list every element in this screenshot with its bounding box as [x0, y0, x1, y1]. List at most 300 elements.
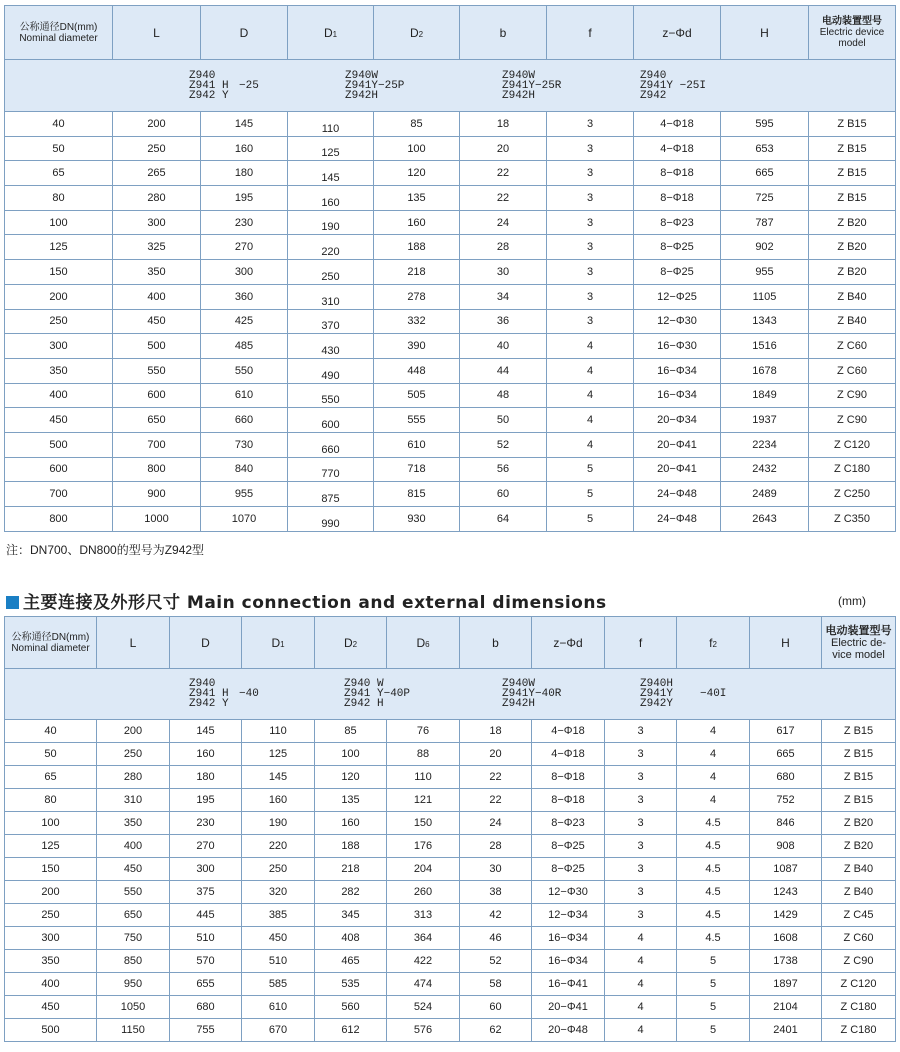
cell-D2: 278	[374, 284, 460, 309]
cell-b: 62	[460, 1019, 532, 1042]
cell-H: 846	[750, 812, 822, 835]
cell-f2: 4	[677, 720, 750, 743]
cell-D: 360	[201, 284, 288, 309]
cell-f2: 4	[677, 743, 750, 766]
cell-b: 18	[460, 112, 547, 137]
cell-L: 650	[113, 408, 201, 433]
cell-dn: 200	[5, 284, 113, 309]
cell-f: 3	[547, 210, 634, 235]
cell-b: 20	[460, 743, 532, 766]
header-D: D	[170, 617, 242, 669]
cell-H: 1516	[721, 334, 809, 359]
cell-D2: 505	[374, 383, 460, 408]
cell-D6: 364	[387, 927, 460, 950]
cell-D1: 585	[242, 973, 315, 996]
table-row	[5, 235, 896, 260]
cell-dn: 40	[5, 112, 113, 137]
cell-L: 800	[113, 457, 201, 482]
cell-D2: 555	[374, 408, 460, 433]
cell-f: 3	[605, 835, 677, 858]
cell-D: 195	[201, 186, 288, 211]
cell-dn: 80	[5, 186, 113, 211]
table-row	[5, 927, 896, 950]
cell-f: 4	[605, 950, 677, 973]
cell-D: 230	[170, 812, 242, 835]
cell-b: 24	[460, 812, 532, 835]
table-row	[5, 309, 896, 334]
cell-dn: 700	[5, 482, 113, 507]
cell-D6: 121	[387, 789, 460, 812]
cell-D6: 260	[387, 881, 460, 904]
cell-b: 40	[460, 334, 547, 359]
cell-L: 500	[113, 334, 201, 359]
cell-f2: 5	[677, 996, 750, 1019]
cell-D: 300	[170, 858, 242, 881]
cell-D6: 204	[387, 858, 460, 881]
cell-b: 44	[460, 358, 547, 383]
cell-L: 350	[97, 812, 170, 835]
cell-b: 22	[460, 766, 532, 789]
cell-D2: 815	[374, 482, 460, 507]
cell-f: 3	[605, 720, 677, 743]
cell-L: 250	[113, 136, 201, 161]
cell-model: Z C90	[809, 408, 896, 433]
cell-D1: 250	[288, 260, 374, 285]
cell-L: 400	[97, 835, 170, 858]
cell-z-phi-d: 20−Φ41	[634, 432, 721, 457]
cell-D2: 85	[315, 720, 387, 743]
cell-f: 4	[547, 432, 634, 457]
cell-H: 2432	[721, 457, 809, 482]
cell-model: Z B15	[809, 112, 896, 137]
cell-D2: 218	[374, 260, 460, 285]
cell-f: 3	[605, 881, 677, 904]
cell-b: 56	[460, 457, 547, 482]
cell-dn: 150	[5, 858, 97, 881]
header-D: D	[201, 6, 288, 60]
cell-H: 1343	[721, 309, 809, 334]
cell-H: 653	[721, 136, 809, 161]
cell-z-phi-d: 8−Φ25	[634, 235, 721, 260]
cell-model: Z C350	[809, 507, 896, 532]
cell-D6: 313	[387, 904, 460, 927]
cell-z-phi-d: 16−Φ34	[634, 358, 721, 383]
table-row	[5, 720, 896, 743]
cell-model: Z B20	[809, 260, 896, 285]
cell-D: 610	[201, 383, 288, 408]
cell-b: 28	[460, 235, 547, 260]
cell-D1: 310	[288, 284, 374, 309]
cell-H: 1897	[750, 973, 822, 996]
cell-H: 680	[750, 766, 822, 789]
cell-dn: 450	[5, 408, 113, 433]
cell-L: 1050	[97, 996, 170, 1019]
cell-model: Z C90	[822, 950, 896, 973]
cell-L: 200	[113, 112, 201, 137]
cell-f2: 5	[677, 973, 750, 996]
cell-D2: 120	[315, 766, 387, 789]
cell-dn: 65	[5, 161, 113, 186]
cell-f: 4	[605, 927, 677, 950]
cell-z-phi-d: 4−Φ18	[634, 136, 721, 161]
cell-D: 1070	[201, 507, 288, 532]
cell-D2: 85	[374, 112, 460, 137]
cell-f2: 4.5	[677, 858, 750, 881]
cell-D: 550	[201, 358, 288, 383]
cell-L: 700	[113, 432, 201, 457]
cell-dn: 40	[5, 720, 97, 743]
cell-b: 22	[460, 186, 547, 211]
cell-f: 5	[547, 482, 634, 507]
model-type-row	[5, 60, 896, 112]
cell-D2: 188	[374, 235, 460, 260]
cell-b: 64	[460, 507, 547, 532]
table-row	[5, 358, 896, 383]
table-row	[5, 766, 896, 789]
cell-D6: 176	[387, 835, 460, 858]
cell-D2: 560	[315, 996, 387, 1019]
cell-D: 445	[170, 904, 242, 927]
header-electric-device-model: 电动装置型号 Electric device model	[809, 6, 896, 60]
cell-f: 3	[547, 161, 634, 186]
footnote: 注：DN700、DN800的型号为Z942型	[6, 543, 205, 557]
cell-dn: 500	[5, 1019, 97, 1042]
cell-D: 270	[170, 835, 242, 858]
table-row	[5, 210, 896, 235]
cell-L: 250	[97, 743, 170, 766]
model-group-3: Z940W Z941Y−25R Z942H	[502, 69, 562, 102]
cell-dn: 350	[5, 358, 113, 383]
cell-H: 902	[721, 235, 809, 260]
cell-z-phi-d: 8−Φ23	[532, 812, 605, 835]
table-row	[5, 334, 896, 359]
cell-D1: 125	[242, 743, 315, 766]
cell-f: 3	[547, 186, 634, 211]
cell-z-phi-d: 20−Φ34	[634, 408, 721, 433]
cell-z-phi-d: 4−Φ18	[532, 720, 605, 743]
cell-f2: 4.5	[677, 835, 750, 858]
table-row	[5, 457, 896, 482]
cell-D: 425	[201, 309, 288, 334]
header-D1: D1	[288, 6, 374, 60]
cell-f2: 5	[677, 950, 750, 973]
cell-H: 665	[750, 743, 822, 766]
model-group-3: Z940W Z941Y−40R Z942H	[502, 678, 562, 710]
table-header-row	[5, 6, 896, 60]
cell-dn: 50	[5, 743, 97, 766]
cell-z-phi-d: 16−Φ34	[532, 950, 605, 973]
cell-z-phi-d: 4−Φ18	[634, 112, 721, 137]
cell-D: 680	[170, 996, 242, 1019]
cell-D1: 385	[242, 904, 315, 927]
cell-z-phi-d: 8−Φ18	[532, 789, 605, 812]
cell-z-phi-d: 12−Φ25	[634, 284, 721, 309]
model-type-row	[5, 669, 896, 720]
cell-D2: 390	[374, 334, 460, 359]
cell-dn: 250	[5, 309, 113, 334]
cell-D: 300	[201, 260, 288, 285]
table-row	[5, 284, 896, 309]
cell-D2: 120	[374, 161, 460, 186]
cell-D6: 76	[387, 720, 460, 743]
cell-D2: 332	[374, 309, 460, 334]
cell-z-phi-d: 8−Φ25	[634, 260, 721, 285]
cell-b: 50	[460, 408, 547, 433]
cell-D1: 220	[288, 235, 374, 260]
cell-model: Z B20	[822, 835, 896, 858]
cell-f: 3	[547, 235, 634, 260]
cell-f: 5	[547, 457, 634, 482]
cell-D1: 990	[288, 507, 374, 532]
cell-D: 655	[170, 973, 242, 996]
table-row	[5, 260, 896, 285]
cell-dn: 200	[5, 881, 97, 904]
cell-L: 1150	[97, 1019, 170, 1042]
model-group-1: Z940 Z941 H Z942 Y −40	[189, 678, 259, 710]
cell-D1: 770	[288, 457, 374, 482]
cell-D: 160	[170, 743, 242, 766]
cell-L: 300	[113, 210, 201, 235]
cell-L: 850	[97, 950, 170, 973]
cell-model: Z B20	[809, 210, 896, 235]
cell-f: 3	[605, 766, 677, 789]
cell-f2: 4.5	[677, 927, 750, 950]
cell-model: Z B15	[809, 136, 896, 161]
cell-D1: 110	[288, 112, 374, 137]
cell-z-phi-d: 8−Φ25	[532, 858, 605, 881]
cell-dn: 100	[5, 210, 113, 235]
cell-D6: 422	[387, 950, 460, 973]
cell-model: Z B40	[809, 284, 896, 309]
header-b: b	[460, 6, 547, 60]
cell-D1: 320	[242, 881, 315, 904]
cell-D: 840	[201, 457, 288, 482]
header-D1: D1	[242, 617, 315, 669]
cell-model: Z B15	[809, 161, 896, 186]
header-z-phi-d: z−Φd	[532, 617, 605, 669]
header-nominal-diameter: 公称通径DN(mm) Nominal diameter	[5, 6, 113, 60]
table-row	[5, 858, 896, 881]
cell-dn: 65	[5, 766, 97, 789]
cell-D1: 250	[242, 858, 315, 881]
cell-f: 4	[547, 334, 634, 359]
cell-D: 660	[201, 408, 288, 433]
cell-D: 180	[201, 161, 288, 186]
cell-model: Z C90	[809, 383, 896, 408]
cell-f2: 4	[677, 789, 750, 812]
cell-f: 4	[547, 408, 634, 433]
cell-b: 58	[460, 973, 532, 996]
cell-D2: 160	[315, 812, 387, 835]
cell-D1: 600	[288, 408, 374, 433]
cell-dn: 450	[5, 996, 97, 1019]
cell-H: 908	[750, 835, 822, 858]
model-group-2: Z940W Z941Y−25P Z942H	[345, 69, 405, 102]
cell-D2: 345	[315, 904, 387, 927]
cell-D1: 660	[288, 432, 374, 457]
cell-model: Z C120	[809, 432, 896, 457]
cell-D: 195	[170, 789, 242, 812]
cell-model: Z B15	[809, 186, 896, 211]
table-row	[5, 383, 896, 408]
cell-dn: 350	[5, 950, 97, 973]
cell-b: 60	[460, 482, 547, 507]
cell-z-phi-d: 12−Φ30	[634, 309, 721, 334]
cell-b: 48	[460, 383, 547, 408]
header-nominal-diameter: 公称通径DN(mm) Nominal diameter	[5, 617, 97, 669]
cell-D2: 610	[374, 432, 460, 457]
cell-model: Z B40	[822, 881, 896, 904]
cell-b: 28	[460, 835, 532, 858]
cell-L: 350	[113, 260, 201, 285]
cell-D: 955	[201, 482, 288, 507]
table-row	[5, 432, 896, 457]
cell-model: Z C60	[822, 927, 896, 950]
cell-f2: 4.5	[677, 812, 750, 835]
cell-H: 955	[721, 260, 809, 285]
cell-f: 3	[605, 789, 677, 812]
cell-z-phi-d: 12−Φ34	[532, 904, 605, 927]
section-title: 主要连接及外形尺寸 Main connection and external dimensions	[6, 588, 607, 613]
table-row	[5, 507, 896, 532]
cell-L: 550	[97, 881, 170, 904]
cell-model: Z C180	[822, 996, 896, 1019]
table-header-row	[5, 617, 896, 669]
cell-D: 270	[201, 235, 288, 260]
pn25-dimension-table	[4, 5, 896, 532]
cell-D2: 188	[315, 835, 387, 858]
cell-b: 20	[460, 136, 547, 161]
cell-H: 1087	[750, 858, 822, 881]
cell-D1: 145	[288, 161, 374, 186]
table-row	[5, 408, 896, 433]
model-groups	[5, 61, 895, 111]
cell-D: 510	[170, 927, 242, 950]
header-H: H	[721, 6, 809, 60]
cell-L: 325	[113, 235, 201, 260]
cell-z-phi-d: 4−Φ18	[532, 743, 605, 766]
cell-model: Z B40	[809, 309, 896, 334]
cell-H: 665	[721, 161, 809, 186]
table-row	[5, 835, 896, 858]
cell-L: 1000	[113, 507, 201, 532]
cell-D2: 135	[374, 186, 460, 211]
cell-H: 1105	[721, 284, 809, 309]
cell-b: 24	[460, 210, 547, 235]
cell-L: 280	[113, 186, 201, 211]
cell-H: 725	[721, 186, 809, 211]
cell-D2: 718	[374, 457, 460, 482]
cell-L: 265	[113, 161, 201, 186]
cell-f: 3	[547, 309, 634, 334]
cell-b: 46	[460, 927, 532, 950]
cell-b: 36	[460, 309, 547, 334]
cell-b: 22	[460, 789, 532, 812]
cell-D2: 448	[374, 358, 460, 383]
cell-b: 52	[460, 950, 532, 973]
cell-H: 1243	[750, 881, 822, 904]
table-row	[5, 743, 896, 766]
cell-f: 3	[547, 284, 634, 309]
cell-model: Z B20	[809, 235, 896, 260]
cell-f: 3	[547, 260, 634, 285]
cell-f: 4	[605, 1019, 677, 1042]
table-row	[5, 881, 896, 904]
model-groups	[5, 669, 895, 719]
cell-model: Z B40	[822, 858, 896, 881]
cell-D1: 670	[242, 1019, 315, 1042]
table-row	[5, 996, 896, 1019]
header-L: L	[97, 617, 170, 669]
header-electric-device-model: 电动装置型号 Electric de- vice model	[822, 617, 896, 669]
cell-D: 230	[201, 210, 288, 235]
cell-H: 787	[721, 210, 809, 235]
cell-dn: 400	[5, 973, 97, 996]
header-z-phi-d: z−Φd	[634, 6, 721, 60]
cell-D: 570	[170, 950, 242, 973]
cell-model: Z B15	[822, 789, 896, 812]
cell-f: 3	[605, 904, 677, 927]
cell-D1: 875	[288, 482, 374, 507]
cell-z-phi-d: 8−Φ18	[634, 161, 721, 186]
cell-D2: 282	[315, 881, 387, 904]
cell-D1: 190	[242, 812, 315, 835]
cell-model: Z B15	[822, 743, 896, 766]
cell-model: Z C120	[822, 973, 896, 996]
model-group-4: Z940H Z941Y Z942Y −40I	[640, 678, 727, 710]
cell-model: Z C60	[809, 334, 896, 359]
header-f: f	[605, 617, 677, 669]
cell-H: 1849	[721, 383, 809, 408]
table-row	[5, 1019, 896, 1042]
cell-b: 42	[460, 904, 532, 927]
header-f: f	[547, 6, 634, 60]
cell-dn: 150	[5, 260, 113, 285]
cell-D1: 490	[288, 358, 374, 383]
cell-z-phi-d: 8−Φ18	[634, 186, 721, 211]
cell-D2: 135	[315, 789, 387, 812]
unit-label: (mm)	[838, 594, 866, 608]
cell-b: 38	[460, 881, 532, 904]
cell-D2: 535	[315, 973, 387, 996]
cell-b: 30	[460, 858, 532, 881]
cell-dn: 800	[5, 507, 113, 532]
table-row	[5, 950, 896, 973]
cell-model: Z B20	[822, 812, 896, 835]
table-row	[5, 161, 896, 186]
cell-z-phi-d: 8−Φ23	[634, 210, 721, 235]
cell-L: 750	[97, 927, 170, 950]
cell-D6: 524	[387, 996, 460, 1019]
cell-D6: 150	[387, 812, 460, 835]
cell-D1: 610	[242, 996, 315, 1019]
cell-D1: 510	[242, 950, 315, 973]
cell-b: 18	[460, 720, 532, 743]
cell-D6: 110	[387, 766, 460, 789]
cell-D2: 612	[315, 1019, 387, 1042]
cell-dn: 400	[5, 383, 113, 408]
cell-L: 310	[97, 789, 170, 812]
cell-D1: 550	[288, 383, 374, 408]
cell-D2: 408	[315, 927, 387, 950]
cell-H: 617	[750, 720, 822, 743]
cell-f2: 4.5	[677, 904, 750, 927]
cell-model: Z C250	[809, 482, 896, 507]
cell-L: 550	[113, 358, 201, 383]
cell-dn: 300	[5, 927, 97, 950]
cell-L: 950	[97, 973, 170, 996]
cell-L: 450	[97, 858, 170, 881]
